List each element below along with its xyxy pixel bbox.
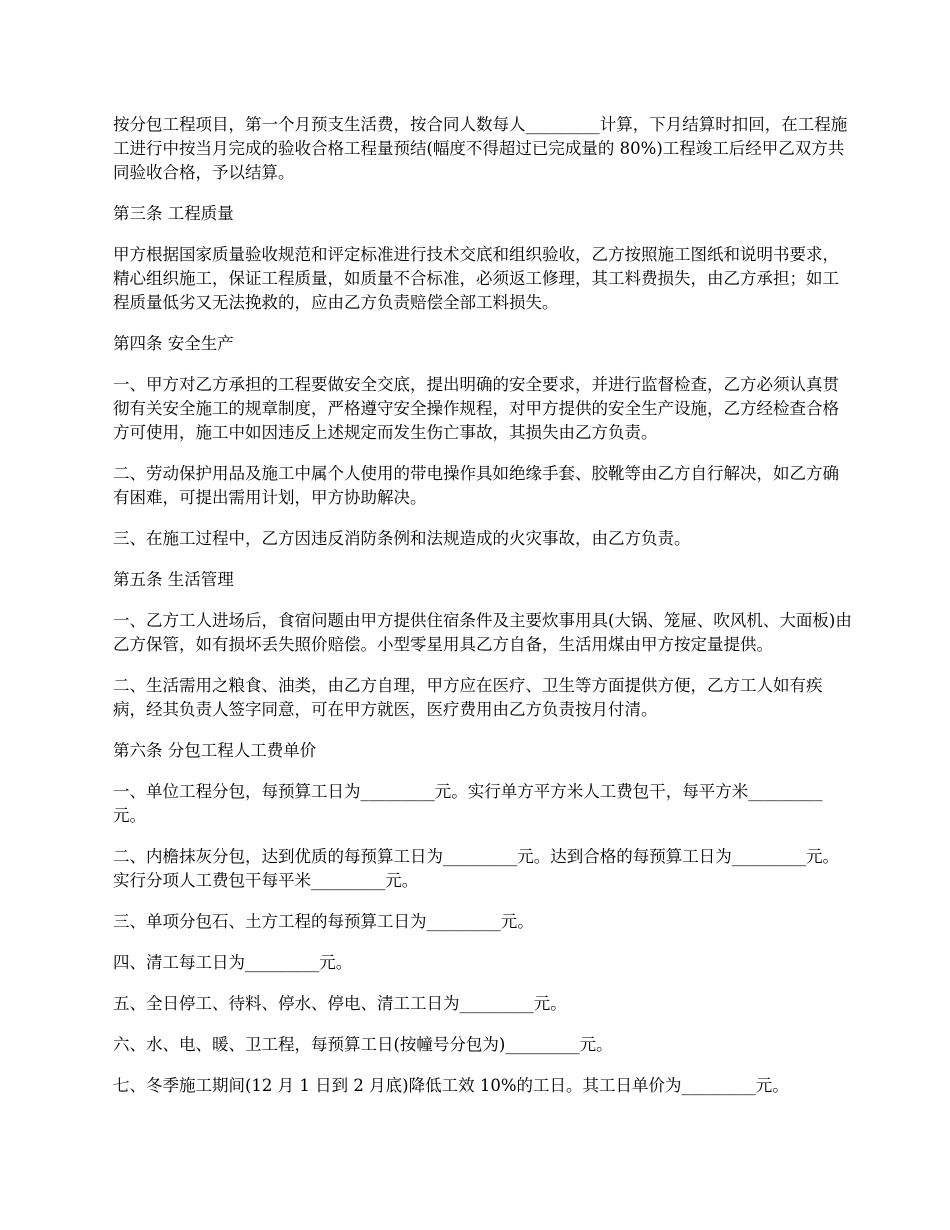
paragraph-price-7: 七、冬季施工期间(12 月 1 日到 2 月底)降低工效 10%的工日。其工日单价为_________元。 [113,1076,789,1095]
paragraph-price-3: 三、单项分包石、土方工程的每预算工日为_________元。 [113,912,534,931]
section-heading-article-5: 第五条 生活管理 [113,570,234,589]
paragraph-living-allowance: 按分包工程项目，第一个月预支生活费，按合同人数每人_________计算，下月结算时扣回，在工程施工进行中按当月完成的验收合格工程量预结(幅度不得超过已完成量的 80%)工程竣工后经甲乙双方共同验收合格，予以结算。 [113,115,848,182]
document-page [113,113,853,1115]
paragraph-safety-1: 一、甲方对乙方承担的工程要做安全交底，提出明确的安全要求，并进行监督检查，乙方必须认真贯彻有关安全施工的规章制度，严格遵守安全操作规程，对甲方提供的安全生产设施，乙方经检查合格方可使用，施工中如因违反上述规定而发生伤亡事故，其损失由乙方负责。 [113,375,839,442]
paragraph-quality: 甲方根据国家质量验收规范和评定标准进行技术交底和组织验收，乙方按照施工图纸和说明书要求，精心组织施工，保证工程质量，如质量不合标准，必须返工修理，其工料费损失，由乙方承担；如工程质量低劣又无法挽救的，应由乙方负责赔偿全部工料损失。 [113,245,839,312]
paragraph-price-1: 一、单位工程分包，每预算工日为_________元。实行单方平方米人工费包干，每平方米_________元。 [113,782,823,825]
paragraph-living-1: 一、乙方工人进场后，食宿问题由甲方提供住宿条件及主要炊事用具(大锅、笼屉、吹风机、大面板)由乙方保管，如有损坏丢失照价赔偿。小型零星用具乙方自备，生活用煤由甲方按定量提供。 [113,611,852,654]
paragraph-safety-3: 三、在施工过程中，乙方因违反消防条例和法规造成的火灾事故，由乙方负责。 [113,529,691,548]
paragraph-price-4: 四、清工每工日为_________元。 [113,953,353,972]
paragraph-safety-2: 二、劳动保护用品及施工中属个人使用的带电操作具如绝缘手套、胶靴等由乙方自行解决，如乙方确有困难，可提出需用计划，甲方协助解决。 [113,464,839,507]
paragraph-living-2: 二、生活需用之粮食、油类，由乙方自理，甲方应在医疗、卫生等方面提供方便，乙方工人如有疾病，经其负责人签字同意，可在甲方就医，医疗费用由乙方负责按月付清。 [113,676,823,719]
paragraph-price-5: 五、全日停工、待料、停水、停电、清工工日为_________元。 [113,994,567,1013]
section-heading-article-3: 第三条 工程质量 [113,204,234,223]
section-heading-article-6: 第六条 分包工程人工费单价 [113,741,317,760]
paragraph-price-6: 六、水、电、暖、卫工程，每预算工日(按幢号分包为)_________元。 [113,1035,613,1054]
paragraph-price-2: 二、内檐抹灰分包，达到优质的每预算工日为_________元。达到合格的每预算工日为_________元。实行分项人工费包干每平米_________元。 [113,847,839,890]
section-heading-article-4: 第四条 安全生产 [113,334,234,353]
